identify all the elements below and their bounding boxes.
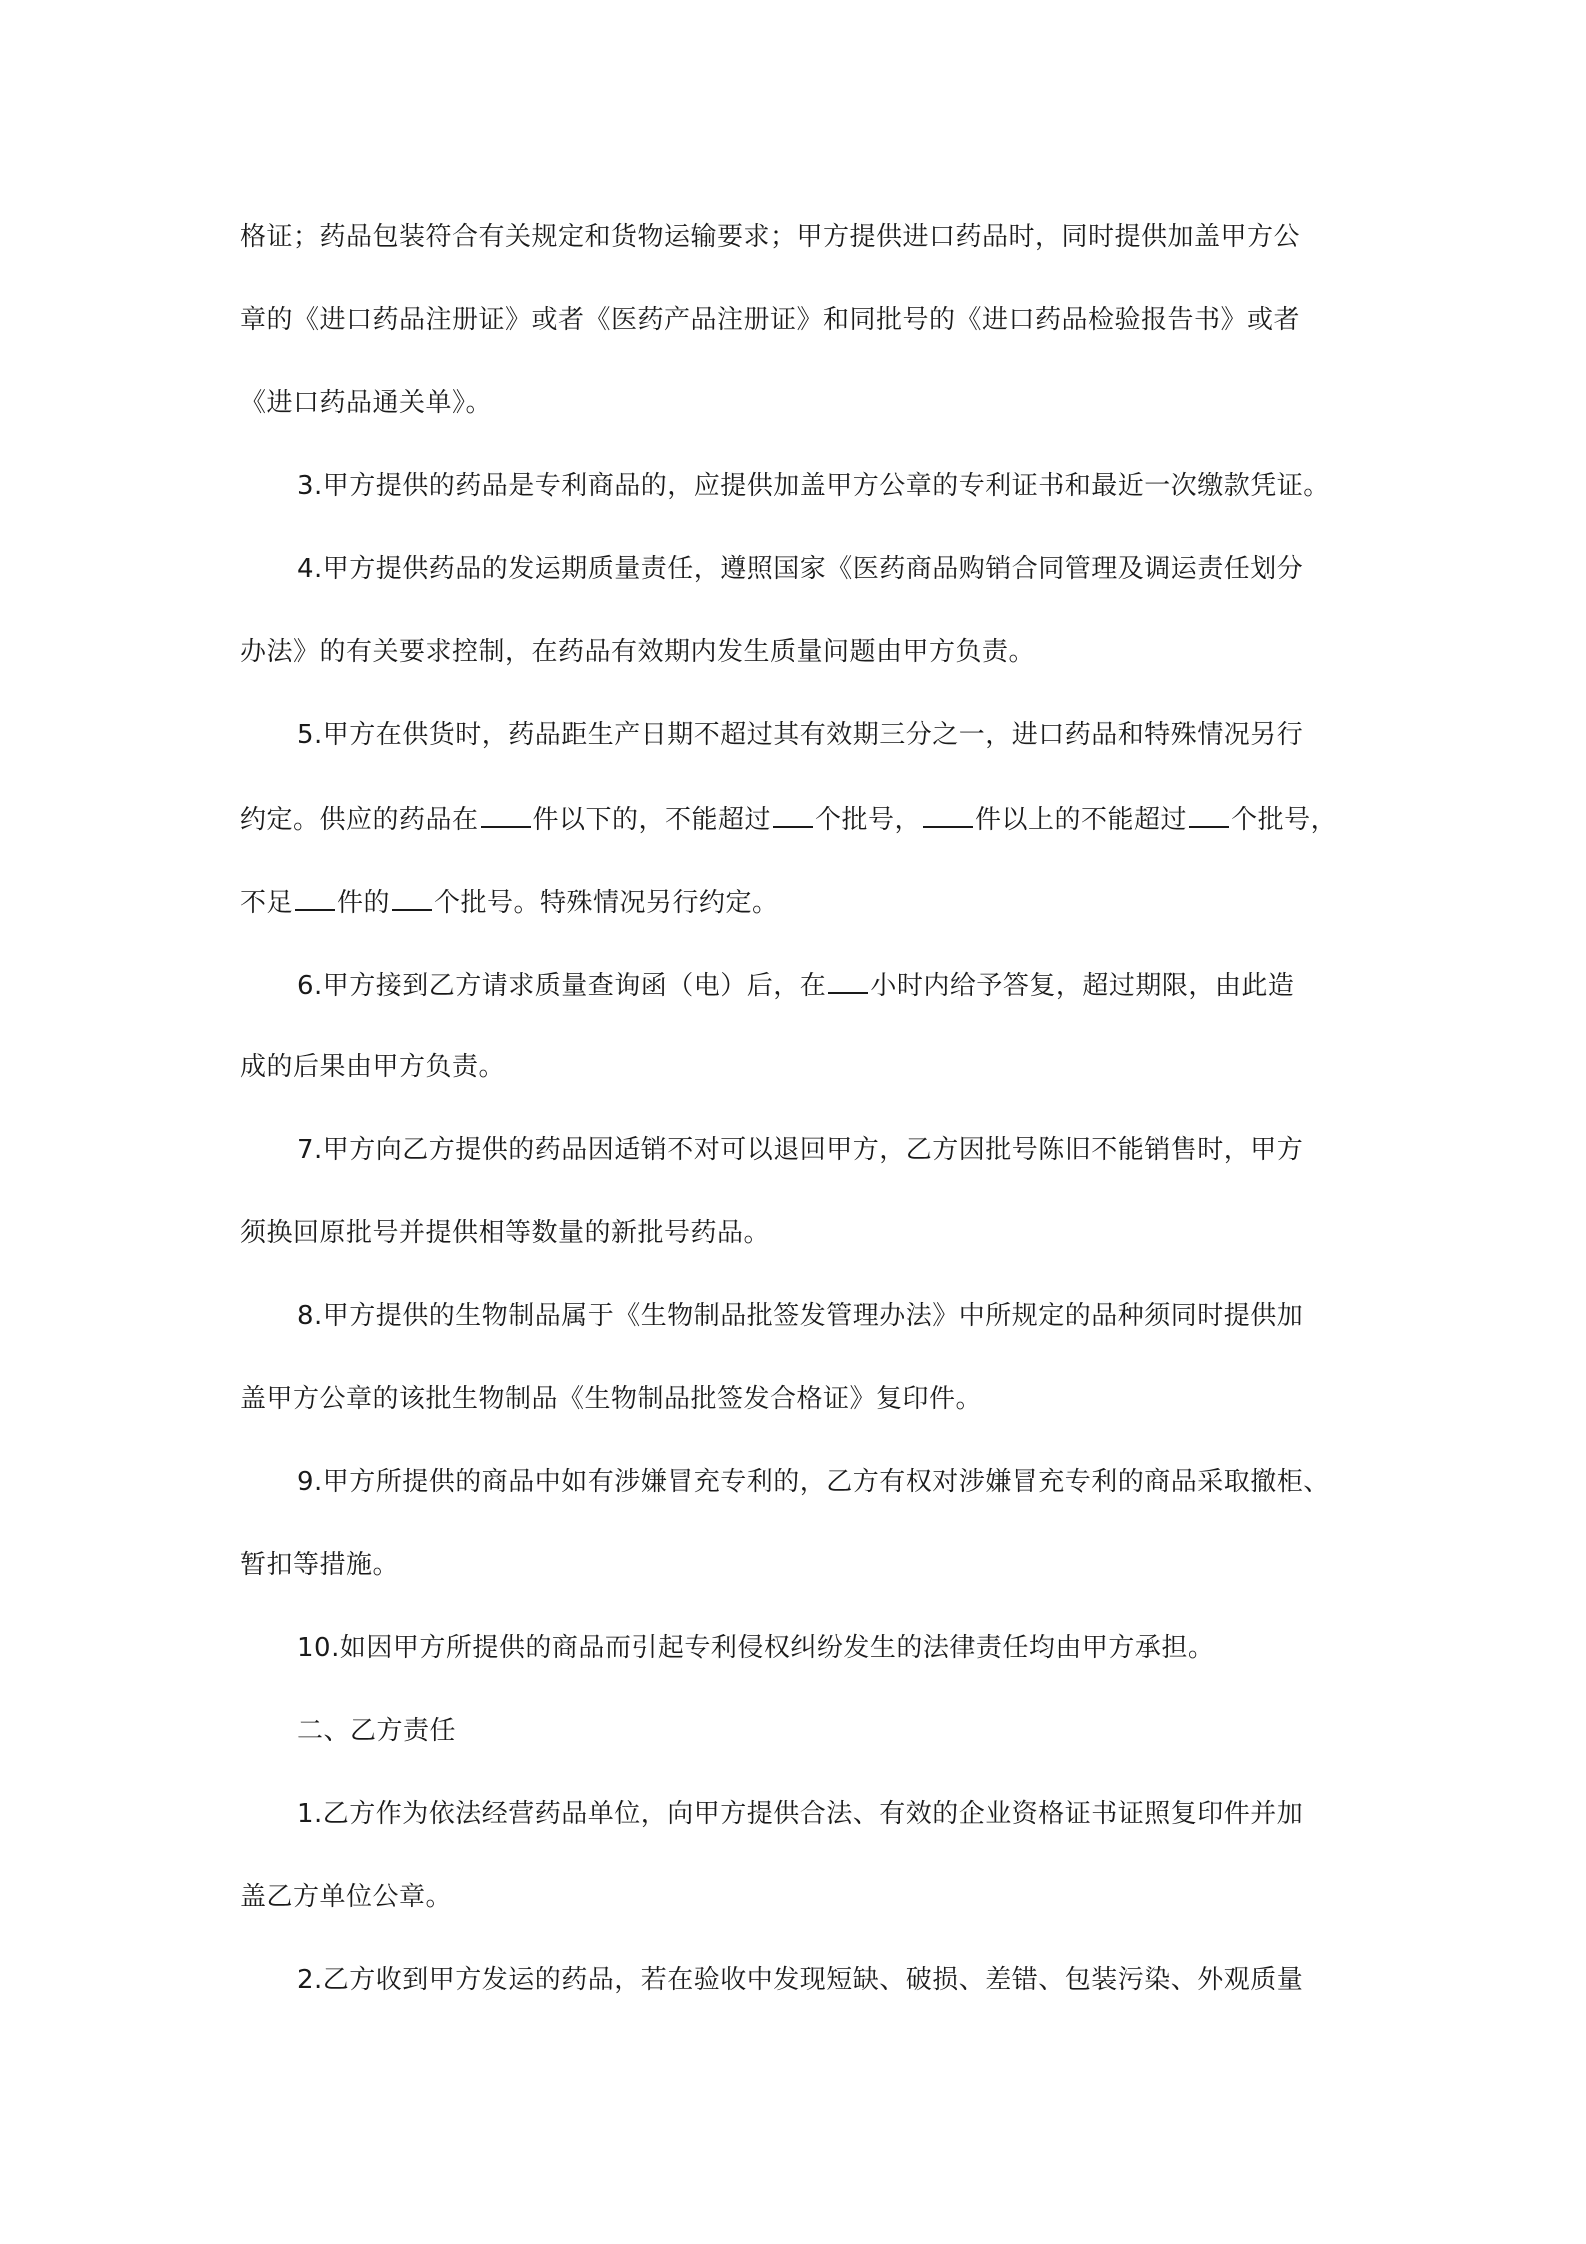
fill-blank[interactable]	[828, 964, 868, 994]
text-segment: 个批号，	[1231, 805, 1338, 835]
fill-blank[interactable]	[392, 881, 432, 911]
clause-b2: 2.乙方收到甲方发运的药品，若在验收中发现短缺、破损、差错、包装污染、外观质量	[297, 1965, 1304, 1995]
clause-7: 7.甲方向乙方提供的药品因适销不对可以退回甲方，乙方因批号陈旧不能销售时，甲方	[297, 1135, 1304, 1165]
text-segment: 件的	[337, 888, 391, 918]
clause-5-line-3	[240, 881, 779, 921]
fill-blank[interactable]	[1189, 798, 1229, 828]
clause-8: 8.甲方提供的生物制品属于《生物制品批签发管理办法》中所规定的品种须同时提供加	[297, 1301, 1304, 1331]
clause-3: 3.甲方提供的药品是专利商品的，应提供加盖甲方公章的专利证书和最近一次缴款凭证。	[297, 471, 1330, 501]
clause-10: 10.如因甲方所提供的商品而引起专利侵权纠纷发生的法律责任均由甲方承担。	[297, 1633, 1215, 1663]
text-segment: 小时内给予答复，超过期限，由此造	[870, 971, 1295, 1001]
text-segment: 个批号，	[815, 805, 922, 835]
text-segment: 件以上的不能超过	[975, 805, 1188, 835]
section-heading: 二、乙方责任	[297, 1716, 457, 1746]
clause-9: 9.甲方所提供的商品中如有涉嫌冒充专利的，乙方有权对涉嫌冒充专利的商品采取撤柜、	[297, 1467, 1330, 1497]
text-line: 盖乙方单位公章。	[240, 1882, 453, 1912]
clause-b1: 1.乙方作为依法经营药品单位，向甲方提供合法、有效的企业资格证书证照复印件并加	[297, 1799, 1304, 1829]
text-segment: 个批号。特殊情况另行约定。	[434, 888, 779, 918]
text-segment: 不足	[240, 888, 294, 918]
fill-blank[interactable]	[923, 798, 973, 828]
text-line: 盖甲方公章的该批生物制品《生物制品批签发合格证》复印件。	[240, 1384, 983, 1414]
text-segment: 件以下的，不能超过	[532, 805, 772, 835]
text-line: 办法》的有关要求控制，在药品有效期内发生质量问题由甲方负责。	[240, 637, 1036, 667]
text-segment: 6.甲方接到乙方请求质量查询函（电）后，在	[297, 971, 827, 1001]
fill-blank[interactable]	[295, 881, 335, 911]
clause-4: 4.甲方提供药品的发运期质量责任，遵照国家《医药商品购销合同管理及调运责任划分	[297, 554, 1304, 584]
text-line: 暂扣等措施。	[240, 1550, 400, 1580]
clause-6	[297, 964, 1294, 1004]
text-line: 成的后果由甲方负责。	[240, 1052, 506, 1082]
clause-5-line-2	[240, 798, 1337, 838]
text-segment: 约定。供应的药品在	[240, 805, 479, 835]
text-line: 格证；药品包装符合有关规定和货物运输要求；甲方提供进口药品时，同时提供加盖甲方公	[240, 222, 1301, 252]
text-line: 章的《进口药品注册证》或者《医药产品注册证》和同批号的《进口药品检验报告书》或者	[240, 305, 1301, 335]
fill-blank[interactable]	[481, 798, 531, 828]
text-line: 须换回原批号并提供相等数量的新批号药品。	[240, 1218, 771, 1248]
text-line: 《进口药品通关单》。	[240, 388, 493, 418]
fill-blank[interactable]	[773, 798, 813, 828]
clause-5: 5.甲方在供货时，药品距生产日期不超过其有效期三分之一，进口药品和特殊情况另行	[297, 720, 1304, 750]
